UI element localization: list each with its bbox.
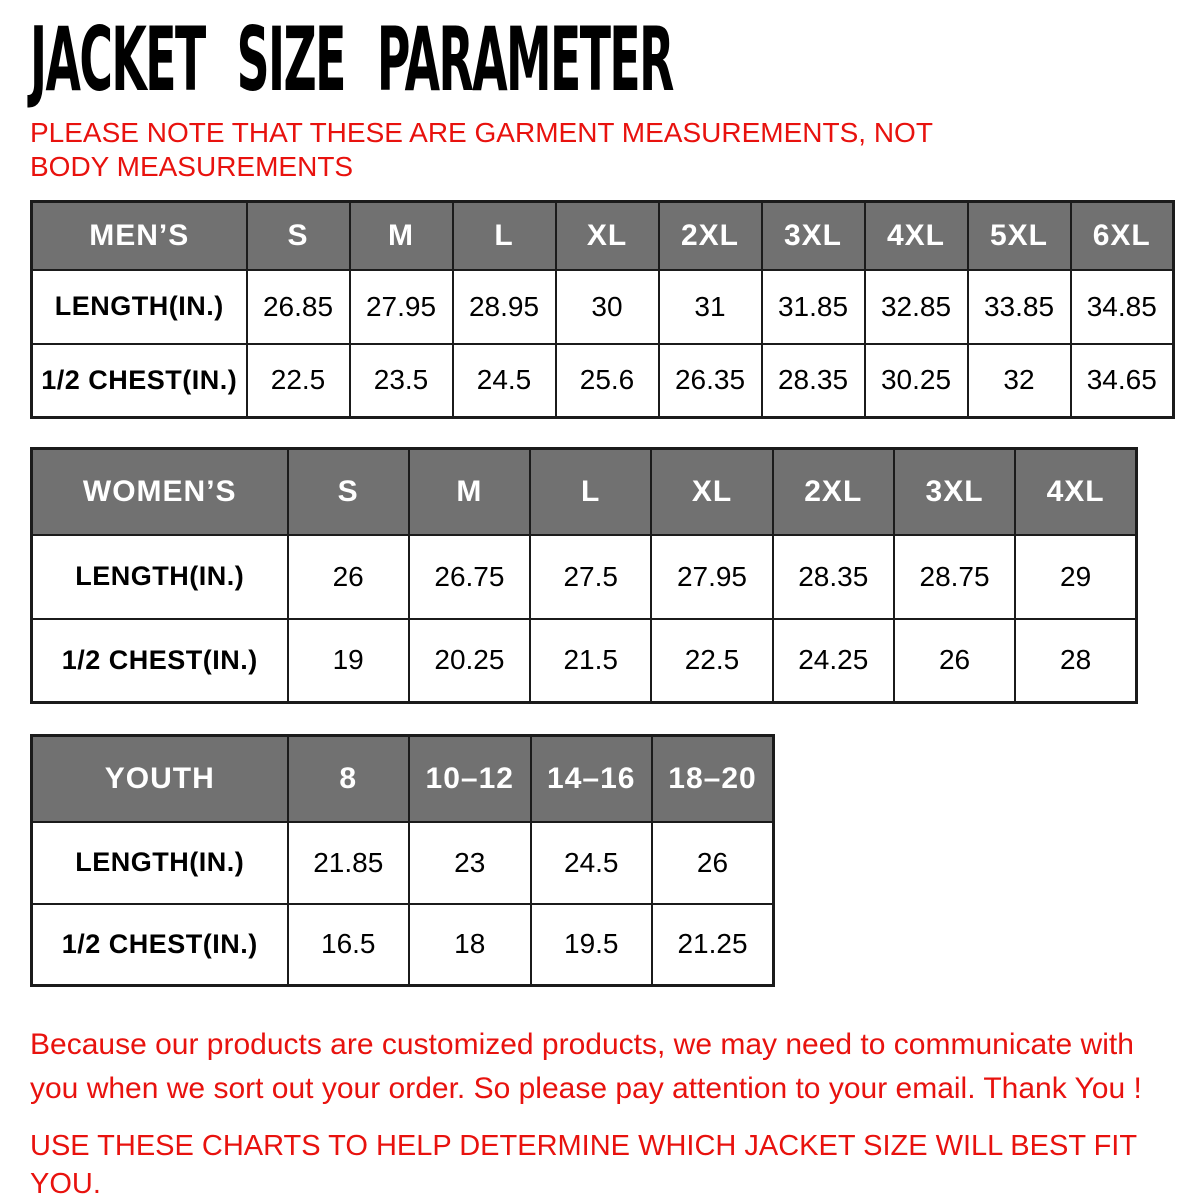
page-title <box>30 8 1172 111</box>
womens-value-0-6: 29 <box>1015 535 1136 619</box>
womens-row-label-1: 1/2 CHEST(IN.) <box>32 619 288 703</box>
mens-value-1-4: 26.35 <box>659 344 762 418</box>
womens-table-title: WOMEN’S <box>32 449 288 535</box>
mens-data-row-1 <box>32 344 1174 418</box>
womens-size-header-3: XL <box>651 449 772 535</box>
mens-value-0-1: 27.95 <box>350 270 453 344</box>
page-title-text: JACKET SIZE PARAMETER <box>30 8 673 111</box>
mens-value-0-4: 31 <box>659 270 762 344</box>
mens-value-1-2: 24.5 <box>453 344 556 418</box>
mens-value-1-7: 32 <box>968 344 1071 418</box>
youth-value-1-1: 18 <box>409 904 531 986</box>
womens-value-1-6: 28 <box>1015 619 1136 703</box>
mens-size-header-4: 2XL <box>659 202 762 270</box>
mens-value-0-5: 31.85 <box>762 270 865 344</box>
mens-value-0-2: 28.95 <box>453 270 556 344</box>
womens-value-1-2: 21.5 <box>530 619 651 703</box>
womens-row-label-0: LENGTH(IN.) <box>32 535 288 619</box>
mens-value-1-1: 23.5 <box>350 344 453 418</box>
mens-value-1-0: 22.5 <box>247 344 350 418</box>
womens-size-header-2: L <box>530 449 651 535</box>
mens-size-header-7: 5XL <box>968 202 1071 270</box>
youth-size-header-2: 14–16 <box>531 736 653 822</box>
womens-value-0-2: 27.5 <box>530 535 651 619</box>
womens-size-header-4: 2XL <box>773 449 894 535</box>
mens-size-header-5: 3XL <box>762 202 865 270</box>
mens-value-0-3: 30 <box>556 270 659 344</box>
mens-header-row <box>32 202 1174 270</box>
youth-value-0-1: 23 <box>409 822 531 904</box>
mens-value-1-3: 25.6 <box>556 344 659 418</box>
mens-value-1-5: 28.35 <box>762 344 865 418</box>
womens-data-row-0 <box>32 535 1137 619</box>
youth-size-table <box>30 734 775 987</box>
youth-size-header-1: 10–12 <box>409 736 531 822</box>
womens-value-0-3: 27.95 <box>651 535 772 619</box>
womens-value-0-0: 26 <box>288 535 409 619</box>
youth-size-header-0: 8 <box>288 736 410 822</box>
womens-value-0-5: 28.75 <box>894 535 1015 619</box>
womens-size-table <box>30 447 1138 704</box>
mens-value-0-7: 33.85 <box>968 270 1071 344</box>
womens-data-row-1 <box>32 619 1137 703</box>
mens-row-label-0: LENGTH(IN.) <box>32 270 247 344</box>
mens-value-0-0: 26.85 <box>247 270 350 344</box>
womens-size-header-1: M <box>409 449 530 535</box>
chart-usage-note: USE THESE CHARTS TO HELP DETERMINE WHICH JACKET SIZE WILL BEST FIT YOU. <box>30 1130 1137 1200</box>
womens-value-0-4: 28.35 <box>773 535 894 619</box>
youth-value-1-2: 19.5 <box>531 904 653 986</box>
mens-row-label-1: 1/2 CHEST(IN.) <box>32 344 247 418</box>
customization-notice: Because our products are customized products, we may need to communicate with you when we sort out your order. So please pay attention to your email. Thank You ! <box>30 1028 1142 1105</box>
mens-value-0-6: 32.85 <box>865 270 968 344</box>
mens-table-title: MEN’S <box>32 202 247 270</box>
womens-size-header-6: 4XL <box>1015 449 1136 535</box>
youth-row-label-0: LENGTH(IN.) <box>32 822 288 904</box>
womens-value-1-0: 19 <box>288 619 409 703</box>
youth-size-header-3: 18–20 <box>652 736 774 822</box>
youth-data-row-0 <box>32 822 774 904</box>
youth-value-0-2: 24.5 <box>531 822 653 904</box>
womens-value-1-5: 26 <box>894 619 1015 703</box>
mens-size-header-1: M <box>350 202 453 270</box>
mens-size-header-0: S <box>247 202 350 270</box>
mens-value-1-8: 34.65 <box>1071 344 1174 418</box>
womens-value-1-4: 24.25 <box>773 619 894 703</box>
womens-value-1-3: 22.5 <box>651 619 772 703</box>
youth-header-row <box>32 736 774 822</box>
mens-size-header-3: XL <box>556 202 659 270</box>
youth-row-label-1: 1/2 CHEST(IN.) <box>32 904 288 986</box>
youth-data-row-1 <box>32 904 774 986</box>
garment-measurement-note: PLEASE NOTE THAT THESE ARE GARMENT MEASUREMENTS, NOT BODY MEASUREMENTS <box>30 117 933 182</box>
youth-table-title: YOUTH <box>32 736 288 822</box>
mens-size-header-6: 4XL <box>865 202 968 270</box>
mens-size-header-8: 6XL <box>1071 202 1174 270</box>
youth-value-0-3: 26 <box>652 822 774 904</box>
womens-value-1-1: 20.25 <box>409 619 530 703</box>
mens-size-header-2: L <box>453 202 556 270</box>
youth-value-1-0: 16.5 <box>288 904 410 986</box>
youth-value-0-0: 21.85 <box>288 822 410 904</box>
womens-header-row <box>32 449 1137 535</box>
womens-size-header-0: S <box>288 449 409 535</box>
mens-value-1-6: 30.25 <box>865 344 968 418</box>
mens-data-row-0 <box>32 270 1174 344</box>
womens-size-header-5: 3XL <box>894 449 1015 535</box>
womens-value-0-1: 26.75 <box>409 535 530 619</box>
mens-value-0-8: 34.85 <box>1071 270 1174 344</box>
youth-value-1-3: 21.25 <box>652 904 774 986</box>
mens-size-table <box>30 200 1175 419</box>
